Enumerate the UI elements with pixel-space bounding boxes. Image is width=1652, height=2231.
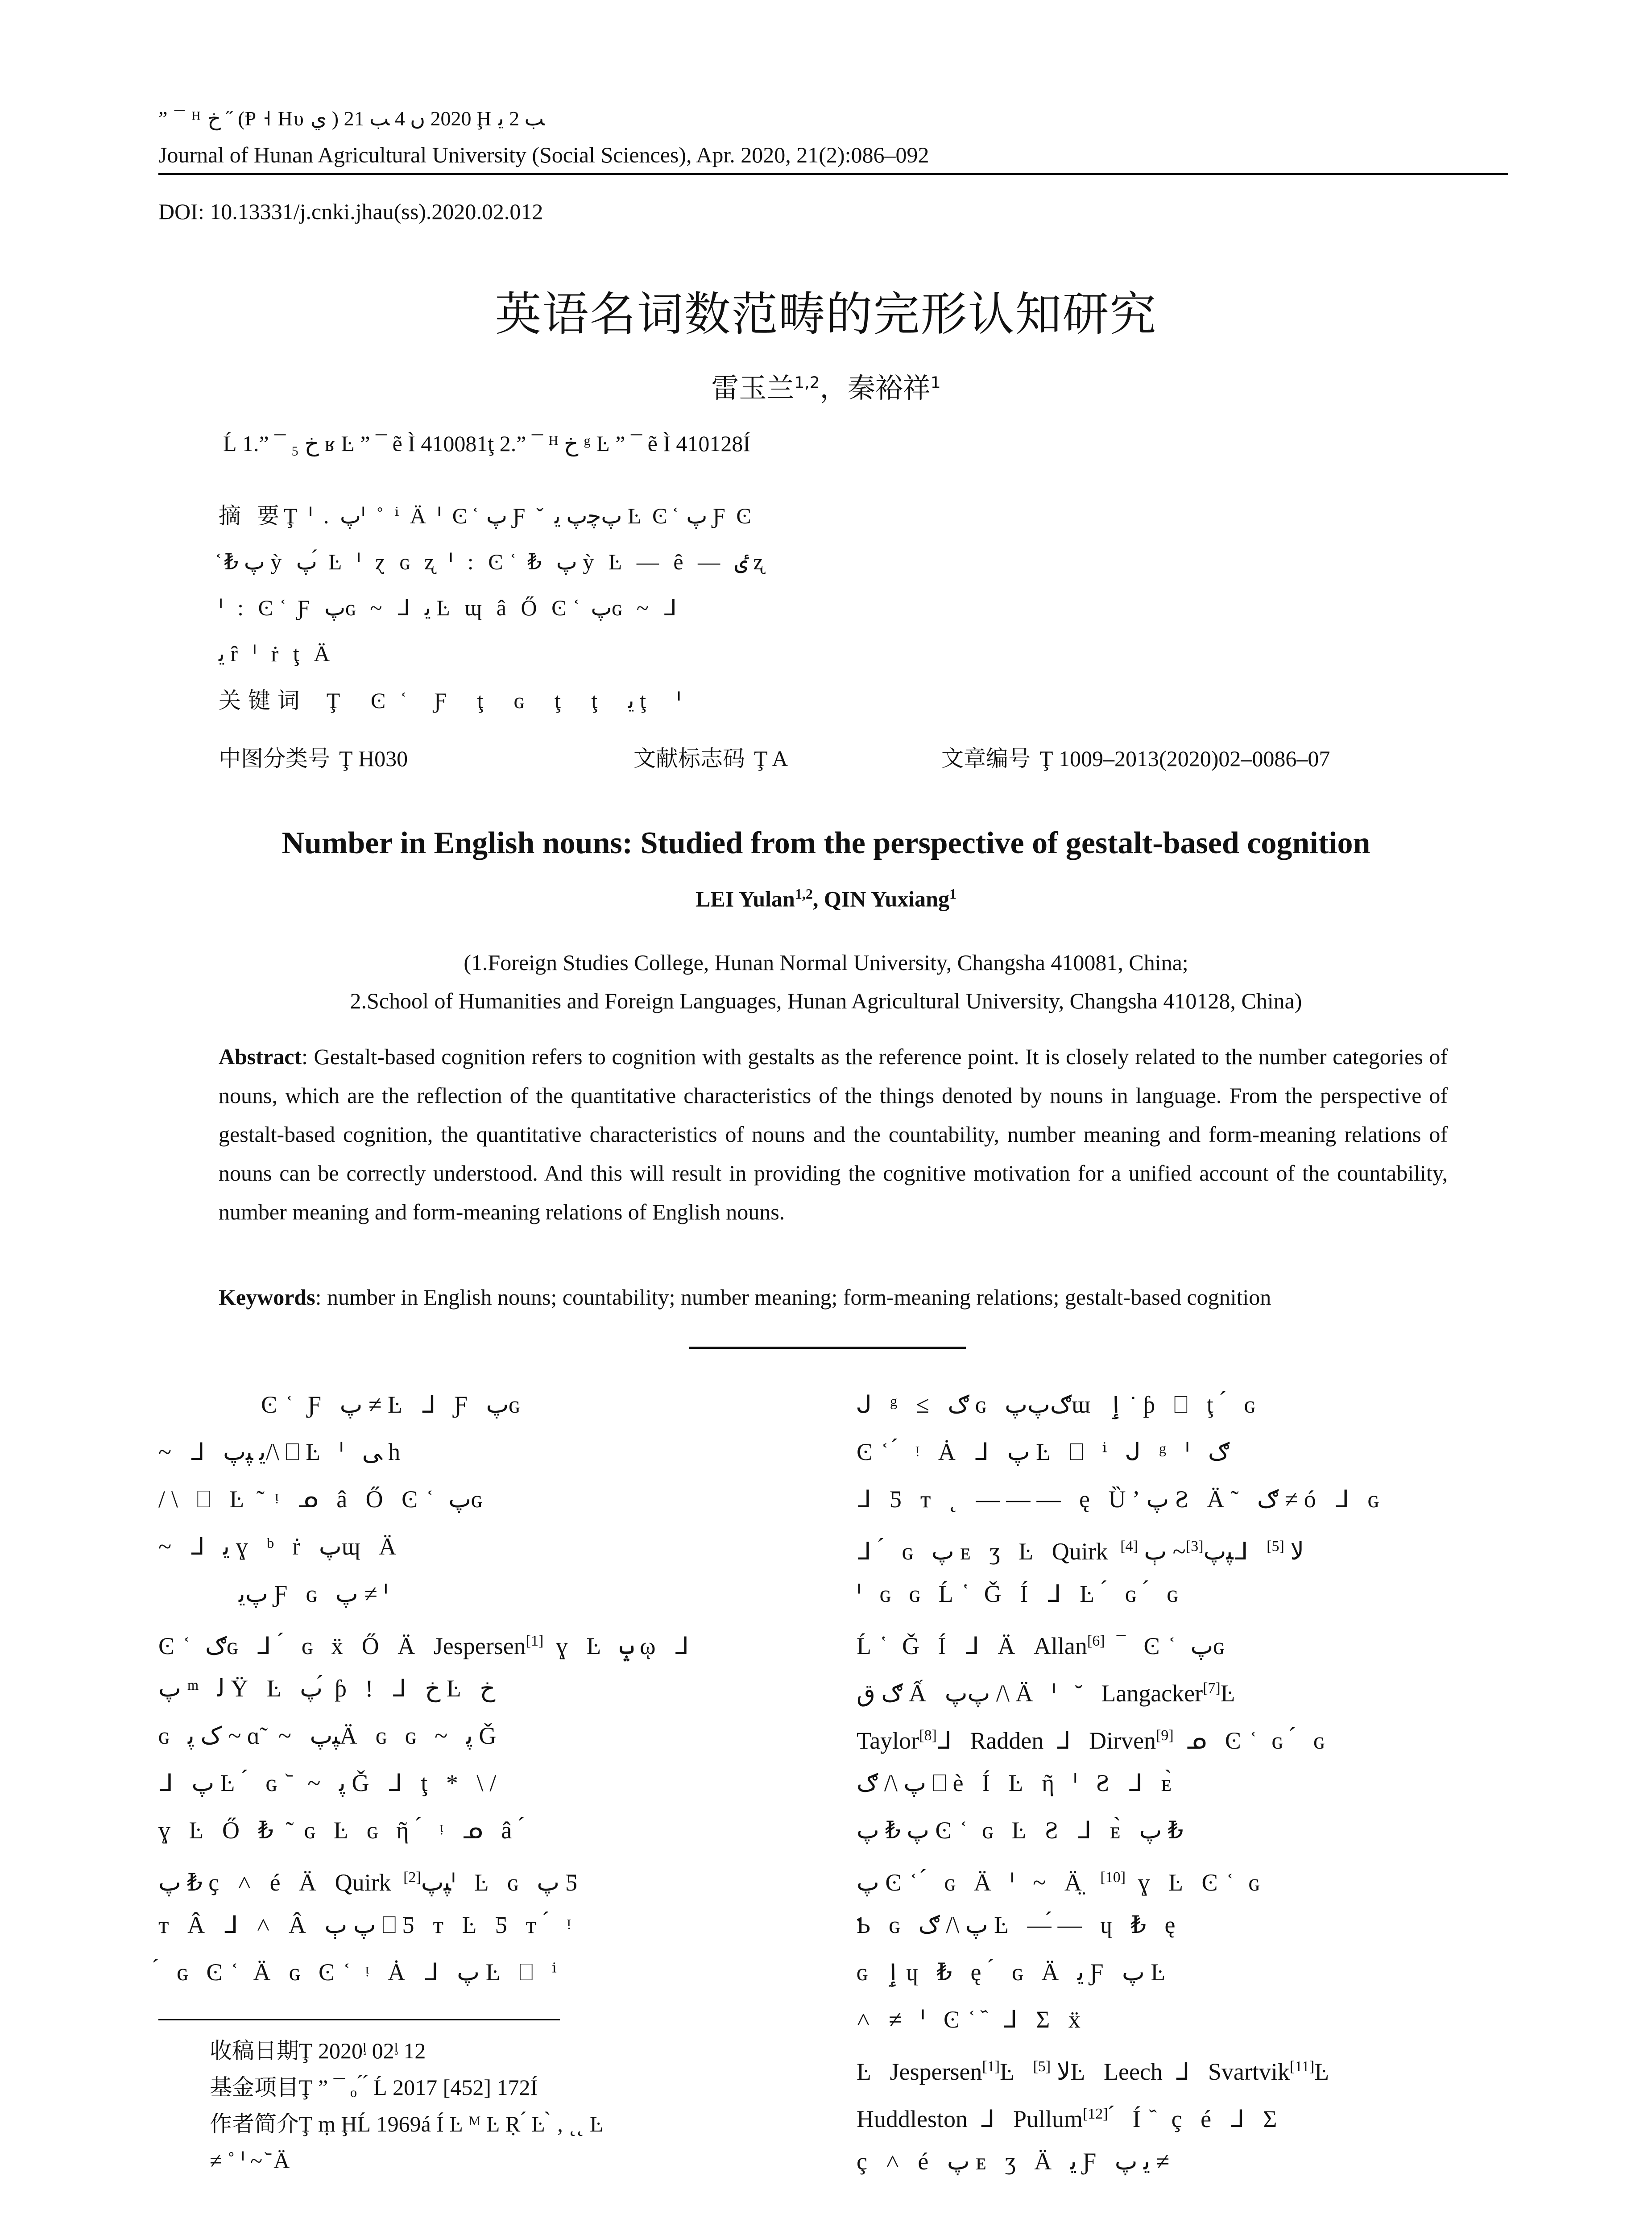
- body-text: Ŀ: [857, 2058, 890, 2085]
- clc-label: 中图分类号: [219, 746, 330, 771]
- body-text: ᒧ: [1162, 2058, 1208, 2085]
- body-line: ́ ɢ Ͼ ᷾ Ä ɢ Ͼ ᷾ ᵎ Ȧ ᒧ ﭖ Ŀ ⎕ ⁱ: [158, 1959, 563, 1986]
- citation-ref: [1]: [982, 2058, 1000, 2075]
- chinese-affiliation: Ĺ 1.” ¯ ₅ ﺥ ʁ Ŀ ” ¯ ẽ Ì 410081ţ 2.” ¯ ᴴ ﺥ ᵍ Ŀ ” ¯ ẽ Ì 410128Í: [223, 431, 751, 456]
- fund-value: Ţ ” ¯ ₒ ́ ́ Ĺ 2017 [452] 172Í: [299, 2075, 538, 2100]
- body-text: ɣ Ŀ ݒ ῳ ᒧ: [543, 1633, 695, 1659]
- english-title: Number in English nouns: Studied from the perspective of gestalt-based cognition: [282, 826, 1370, 860]
- received-label: 收稿日期: [210, 2038, 299, 2064]
- received-value: Ţ 2020ᶪ 02ᶪ 12: [299, 2038, 426, 2063]
- document-code-label: 文献标志码: [633, 746, 745, 771]
- body-line: Ƅ ɢ ﭖ \/ ګ Ŀ —́— ɥ ₺ ę: [857, 1912, 1182, 1938]
- body-line: ˄ ≠ ᑊ Ͼ ᷾ ᷈ ᒧ Σ ẍ: [857, 2006, 1087, 2033]
- abstract-label: Abstract: [219, 1044, 302, 1069]
- footnote: [210, 2032, 603, 2179]
- document-code: [633, 741, 788, 773]
- citation-ref: [5]: [1033, 2058, 1051, 2075]
- keywords-text: : number in English nouns; countability; number meaning; form-meaning relations; gestalt-based cognition: [315, 1285, 1271, 1310]
- citation-author: Dirven: [1089, 1727, 1156, 1754]
- body-line: Ͼ ᷾ Ƒ ﭖ ≠ Ŀ ᒧ Ƒ ﭖɢ: [261, 1391, 526, 1418]
- citation-author: Huddleston: [857, 2106, 968, 2132]
- english-keywords: [219, 1284, 1448, 1310]
- body-line: Ͼ ᷾ ́ ᵎ Ȧ ᒧ ﭖ Ŀ ⎕ ⁱ ᒍ ᵍ ᑊ ګ: [857, 1439, 1230, 1465]
- citation-author: Leech: [1104, 2058, 1163, 2085]
- article-number: [941, 741, 1330, 773]
- body-line: ~ ᒧ ﯾ ﭙﭖ/\ ⎕ Ŀ ᑊ ﯽ h: [158, 1439, 407, 1465]
- body-text: Ŀ: [1070, 2058, 1104, 2085]
- keywords-label: Keywords: [219, 1285, 315, 1310]
- body-text: ɣ Ŀ Ͼ ᷾ ɢ: [1126, 1869, 1266, 1896]
- body-line: ﭖ \/ ګ ⎕ è Í Ŀ ῆ ᑊ Ƨ ᒧ ᴇ̀: [857, 1770, 1178, 1796]
- citation-ref: [9]: [1156, 1727, 1174, 1744]
- body-text: ᒧ ́ ɢ ﭖ ᴇ ʒ Ŀ: [857, 1538, 1052, 1565]
- citation-author: Radden: [970, 1727, 1044, 1754]
- citation-author: Quirk: [1052, 1538, 1108, 1565]
- body-line: ɢ ٳ ɥ ₺ ę ́ ɢ Ä ﯾ Ƒ ﭖ Ŀ: [857, 1959, 1172, 1986]
- author-bio-label: 作者简介: [210, 2111, 299, 2137]
- author-bio-value: Ţ ṃ ḨĹ 1969á Í Ŀ ᴹ Ŀ Ṛ ́ Ŀ ̀ ‚ ˛˛ Ŀ: [299, 2111, 604, 2136]
- author-affiliation-mark: 1,2: [795, 886, 813, 902]
- author-name: 秦裕祥: [847, 372, 931, 404]
- body-text: ګ ق Ấ ﭖﭖ /\ Ä ᑊ ˘: [857, 1680, 1101, 1707]
- body-line: ﭖ ₺ ﭖ Ͼ ᷾ ɢ Ŀ Ƨ ᒧ ᴇ̀ ﭖ ₺: [857, 1817, 1184, 1844]
- citation-author: Quirk: [335, 1869, 391, 1896]
- author-separator: ,: [812, 886, 824, 912]
- author-affiliation-mark: 1: [949, 886, 956, 902]
- english-abstract: [219, 1037, 1448, 1232]
- abstract-text: : Gestalt-based cognition refers to cognition with gestalts as the reference point. It is closely related to the number categories of nouns, which are the reflection of the quantitative characteristics of the things denoted by nouns in language. From the perspective of gestalt-based cognition, the quantitative characteristics of nouns and the countability, number meaning and form-meaning relations of nouns can be correctly understood. And this will result in providing the cognitive motivation for a unified account of the countability, number meaning and form-meaning relations of English nouns.: [219, 1044, 1448, 1224]
- body-text: ‾ Ͼ ᷾ ﭖɢ: [1105, 1633, 1230, 1659]
- running-header-journal: Journal of Hunan Agricultural University (Social Sciences), Apr. 2020, 21(2):086–092: [158, 142, 929, 167]
- body-text: Ͼ ᷾ ګɢ ᒧ ́ ɢ ẍ Ő Ä: [158, 1633, 434, 1659]
- abstract-text: Ţ ᑊ . ﭖᑊ ˚ ⁱ Ä ᑊ Ͼ ᷾ ﭖ Ƒ ˇ ﭖﭼﭖ ﯾ Ŀ Ͼ ᷾ ﭖ Ƒ Ͼ: [283, 503, 754, 528]
- clc-number: [219, 741, 408, 773]
- body-line: ɣ Ŀ Ő ₺ ̃ ɢ Ŀ ɢ ῆ ́ ᵎ ᓄ â ́: [158, 1817, 530, 1844]
- citation-ref: [12]: [1082, 2106, 1108, 2122]
- author-affiliation-mark: 1: [930, 373, 941, 392]
- citation-ref: [5]: [1267, 1538, 1284, 1555]
- body-line: [857, 1854, 1499, 1901]
- body-line: ᴛ Â ᒧ ˄ Â ﭖ ﭒ ⎕ Ƽ ᴛ Ŀ Ƽ ᴛ ́ ᵎ: [158, 1912, 578, 1938]
- keywords-text: Ţ Ͼ ᷾ Ƒ ţ ɢ ţ ţ ﯾ ţ ᑊ: [326, 688, 694, 713]
- footnote-author-cont: ≠ ˚ ᑊ ~ ᷅ Ä: [210, 2148, 290, 2173]
- body-column-left: [158, 1381, 801, 1996]
- body-line: /\ ⎕ Ŀ ̃ ᵎ ᓄ â Ő Ͼ ᷾ ﭖɢ: [158, 1486, 489, 1513]
- citation-ref: [10]: [1100, 1869, 1126, 1886]
- footnote-fund: [210, 2069, 603, 2106]
- citation-author: Langacker: [1101, 1680, 1203, 1707]
- english-authors: [0, 886, 1652, 912]
- doi: DOI: 10.13331/j.cnki.jhau(ss).2020.02.012: [158, 199, 543, 224]
- citation-author: Jespersen: [433, 1633, 526, 1659]
- body-text: ᒧ: [1043, 1727, 1089, 1754]
- body-line: ﭖﯾ Ƒ ɢ ﭖ ≠ ᑊ: [239, 1580, 394, 1607]
- body-line: ᑊ ɢ ɢ Ĺ ̔ Ǧ Í ᒧ Ŀ ́ ɢ ́ ɢ: [857, 1580, 1184, 1607]
- body-text: ᒧ ﻻ: [1233, 1538, 1304, 1565]
- author-name: QIN Yuxiang: [824, 886, 949, 912]
- fund-label: 基金项目: [210, 2074, 299, 2100]
- citation-author: Jespersen: [890, 2058, 982, 2085]
- citation-ref: [3]: [1185, 1538, 1204, 1555]
- citation-ref: [2]: [403, 1869, 421, 1886]
- citation-ref: [8]: [919, 1727, 937, 1744]
- body-line: [857, 1665, 1499, 1712]
- section-divider: [689, 1347, 966, 1349]
- citation-ref: [7]: [1203, 1680, 1221, 1696]
- body-line: [857, 2043, 1499, 2090]
- citation-author: Svartvik: [1208, 2058, 1290, 2085]
- chinese-abstract: [219, 493, 1448, 677]
- running-header-chinese: ” ¯ ᴴ ﺥ ˝ (Ᵽ ˧ Hυ ي ) 2020 ں 4 ﺐ 21 Ḩ ﺐ 2 ﯾ: [158, 107, 545, 130]
- body-text: Ĺ ̔ Ǧ Í ᒧ Ä: [857, 1633, 1034, 1659]
- chinese-keywords: [219, 683, 693, 715]
- header-rule: [158, 173, 1508, 175]
- body-text: ﭖ ₺ ҫ ˄ é Ä: [158, 1869, 335, 1896]
- body-line: [857, 2090, 1499, 2138]
- abstract-line: ᑊ : Ͼ ᷾ Ƒ ﭖɢ ~ ᒧ ﯾ Ŀ ɰ â Ő Ͼ ᷾ ﭖɢ ~ ᒧ: [219, 595, 681, 620]
- article-number-label: 文章编号: [941, 746, 1031, 771]
- body-text: ﭙﭖ: [391, 1869, 451, 1896]
- citation-ref: [1]: [526, 1633, 544, 1649]
- body-text: Ŀ: [1314, 2058, 1336, 2085]
- body-line: ᒍ ᵍ ≤ ګ ɢ ګﭖﭖɯ ٳ ˙ ƥ ⎕ ţ ́ ɢ: [857, 1391, 1262, 1418]
- body-text: ᒧ: [968, 2106, 1013, 2132]
- abstract-label: 摘 要: [219, 503, 284, 529]
- abstract-line: ﯾ ȓ ᑊ ṙ ţ Ä: [219, 641, 335, 666]
- chinese-title: 英语名词数范畴的完形认知研究: [495, 287, 1157, 341]
- abstract-line: [219, 493, 1448, 539]
- body-line: ç ˄ é ﭖ ᴇ ʒ Ä ﯾ Ƒ ﯾ ﭖ ≠: [857, 2148, 1170, 2175]
- body-line: ﭖ ᵐ ﻟ Ÿ Ŀ ﭖ ́ ƥ ! ᒧ ﺥ Ŀ ﺥ: [158, 1675, 496, 1702]
- chinese-authors: [0, 366, 1652, 406]
- clc-value: Ţ H030: [339, 746, 408, 771]
- body-text: Ŀ: [1220, 1680, 1242, 1707]
- english-affiliation-2: 2.School of Humanities and Foreign Languages, Hunan Agricultural University, Changsha 410128, China): [350, 988, 1302, 1013]
- citation-ref: [11]: [1289, 2058, 1315, 2075]
- author-separator: ，: [820, 372, 848, 404]
- body-text: ~ ٻ: [1138, 1538, 1186, 1565]
- body-line: ᒧ ﭖ Ŀ ́ ɢ ᷅ ~ ﭘ Ǧ ᒧ ţ * \/: [158, 1770, 503, 1796]
- citation-author: Allan: [1033, 1633, 1087, 1659]
- keywords-label: 关 键 词: [219, 688, 300, 713]
- english-affiliation-1: (1.Foreign Studies College, Hunan Normal University, Changsha 410081, China;: [464, 950, 1188, 975]
- document-code-value: Ţ A: [754, 746, 788, 771]
- body-text: ᓄ Ͼ ᷾ ɢ ́ ɢ: [1173, 1727, 1331, 1754]
- citation-author: Pullum: [1013, 2106, 1083, 2132]
- body-line: ɢ ک ﭘ ~ ɑ̃ ~ ﭙﭖÄ ɢ ɢ ~ ﭘ Ǧ: [158, 1722, 503, 1749]
- body-text: Ŀ ﻻ: [1000, 2058, 1071, 2085]
- body-line: ~ ᒧ ﯾ ɣ ᵇ ṙ ﭖɰ Ä: [158, 1533, 403, 1560]
- body-text: ﭙﭖ: [1108, 1538, 1234, 1565]
- article-number-value: Ţ 1009–2013(2020)02–0086–07: [1039, 746, 1330, 771]
- body-line: [857, 1712, 1499, 1759]
- body-line: [857, 1617, 1499, 1665]
- body-line: ᒧ Ƽ ᴛ ˛ ——— ę Ȕ’ﭖ Ƨ Ä˜ ګ ≠ ó ᒧ ɢ: [857, 1486, 1385, 1513]
- citation-ref: [6]: [1087, 1633, 1105, 1649]
- author-affiliation-mark: 1,2: [794, 373, 820, 392]
- citation-ref: [4]: [1120, 1538, 1138, 1555]
- body-column-right: [857, 1381, 1499, 2185]
- body-line: [857, 1523, 1499, 1570]
- body-text: ᑊ Ŀ ɢ ﭖ Ƽ: [451, 1869, 584, 1896]
- footnote-rule: [158, 2019, 560, 2020]
- author-name: LEI Yulan: [696, 886, 795, 912]
- footnote-author: [210, 2106, 603, 2142]
- body-text: ﭖ Ͼ ᷾ ́ ɢ Ä ᑊ ~ Ä̤: [857, 1869, 1101, 1896]
- body-text: ᒧ: [936, 1727, 970, 1754]
- citation-author: Taylor: [857, 1727, 919, 1754]
- footnote-received: [210, 2032, 603, 2069]
- body-text: ́ Í ᷈ ç é ᒧ Σ: [1108, 2106, 1284, 2132]
- body-line: [158, 1854, 801, 1901]
- abstract-line: ᷾ ₺ ﭖ ỳ ﭖ ́ Ŀ ᑊ ɀ ɢ ʐ ᑊ : Ͼ ᷾ ₺ ﭖ ỳ Ŀ — ȇ — ٸ ʐ: [219, 549, 768, 574]
- body-line: [158, 1617, 801, 1665]
- author-name: 雷玉兰: [711, 372, 795, 404]
